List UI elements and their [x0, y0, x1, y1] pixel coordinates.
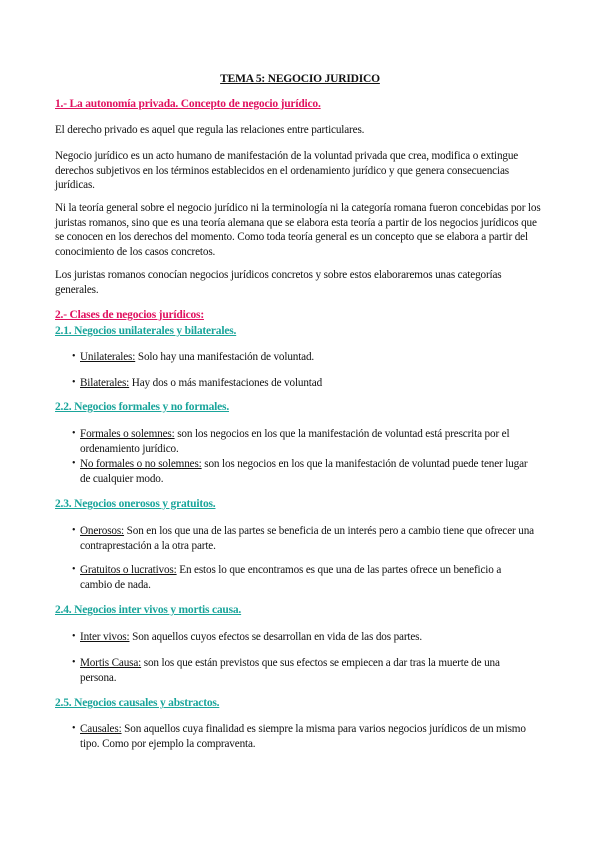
subsection-heading-inter-vivos: 2.4. Negocios inter vivos y mortis causa.: [55, 604, 242, 616]
bullet-icon: •: [72, 525, 76, 536]
document-title: TEMA 5: NEGOCIO JURIDICO: [220, 73, 380, 85]
bullet-icon: •: [72, 351, 76, 362]
bullet-icon: •: [72, 723, 76, 734]
list-item: [72, 376, 535, 391]
term-definition: Solo hay una manifestación de voluntad.: [135, 351, 315, 363]
term-definition: son los negocios en los que la manifestación de voluntad está prescrita por el ordenamiento jurídico.: [80, 428, 510, 455]
term-definition: Hay dos o más manifestaciones de voluntad: [129, 377, 323, 389]
term-definition: Son aquellos cuya finalidad es siempre la misma para varios negocios jurídicos de un mismo tipo. Como por ejemplo la compraventa.: [80, 723, 526, 750]
term-definition: son los negocios en los que la manifestación de voluntad puede tener lugar de cualquier modo.: [80, 458, 528, 485]
paragraph-negocio-juridico: Negocio jurídico es un acto humano de manifestación de la voluntad privada que crea, modifica o extingue derechos subjetivos en los términos establecidos en el ordenamiento jurídico y que genera consecuencias jurídicas.: [55, 150, 519, 191]
term-label: No formales o no solemnes:: [80, 458, 202, 470]
list-item: [72, 350, 535, 365]
list-item: [72, 656, 535, 685]
bullet-icon: •: [72, 564, 76, 575]
subsection-heading-unilaterales: 2.1. Negocios unilaterales y bilaterales.: [55, 325, 237, 337]
term-label: Mortis Causa:: [80, 657, 142, 669]
term-definition: Son en los que una de las partes se beneficia de un interés pero a cambio tiene que ofrecer una contraprestación a la otra parte.: [80, 525, 534, 552]
subsection-heading-causales: 2.5. Negocios causales y abstractos.: [55, 697, 220, 709]
bullet-icon: •: [72, 377, 76, 388]
subsection-heading-onerosos: 2.3. Negocios onerosos y gratuitos.: [55, 498, 216, 510]
term-label: Causales:: [80, 723, 122, 735]
term-definition: Son aquellos cuyos efectos se desarrollan en vida de las dos partes.: [129, 631, 423, 643]
term-label: Inter vivos:: [80, 631, 130, 643]
term-label: Formales o solemnes:: [80, 428, 175, 440]
list-item: [72, 457, 535, 486]
list-item: [72, 630, 535, 645]
bullet-icon: •: [72, 428, 76, 439]
term-definition: En estos lo que encontramos es que una de las partes ofrece un beneficio a cambio de nada.: [80, 564, 502, 591]
term-label: Bilaterales:: [80, 377, 130, 389]
list-item: [72, 722, 535, 751]
paragraph-teoria-general: Ni la teoría general sobre el negocio jurídico ni la terminología ni la categoría romana fueron concebidas por los juristas romanos, sino que es una teoría alemana que se elabora esta teoría a partir de los negocios jurídicos que se conocen en los derechos del momento. Como toda teoría general es un concepto que se elabora a partir del conocimiento de los casos concretos.: [55, 202, 541, 258]
list-item: [72, 427, 535, 456]
bullet-icon: •: [72, 631, 76, 642]
term-label: Unilaterales:: [80, 351, 136, 363]
list-item: [72, 563, 535, 592]
term-label: Gratuitos o lucrativos:: [80, 564, 177, 576]
section-heading-autonomia: 1.- La autonomía privada. Concepto de negocio jurídico.: [55, 98, 321, 110]
bullet-icon: •: [72, 657, 76, 668]
term-label: Onerosos:: [80, 525, 125, 537]
paragraph-derecho-privado: El derecho privado es aquel que regula las relaciones entre particulares.: [55, 124, 365, 136]
subsection-heading-formales: 2.2. Negocios formales y no formales.: [55, 401, 230, 413]
term-definition: son los que están previstos que sus efectos se empiecen a dar tras la muerte de una persona.: [80, 657, 500, 684]
paragraph-juristas-romanos: Los juristas romanos conocían negocios jurídicos concretos y sobre estos elaboraremos unas categorías generales.: [55, 269, 502, 296]
bullet-icon: •: [72, 458, 76, 469]
section-heading-clases: 2.- Clases de negocios jurídicos:: [55, 309, 204, 321]
list-item: [72, 524, 535, 553]
